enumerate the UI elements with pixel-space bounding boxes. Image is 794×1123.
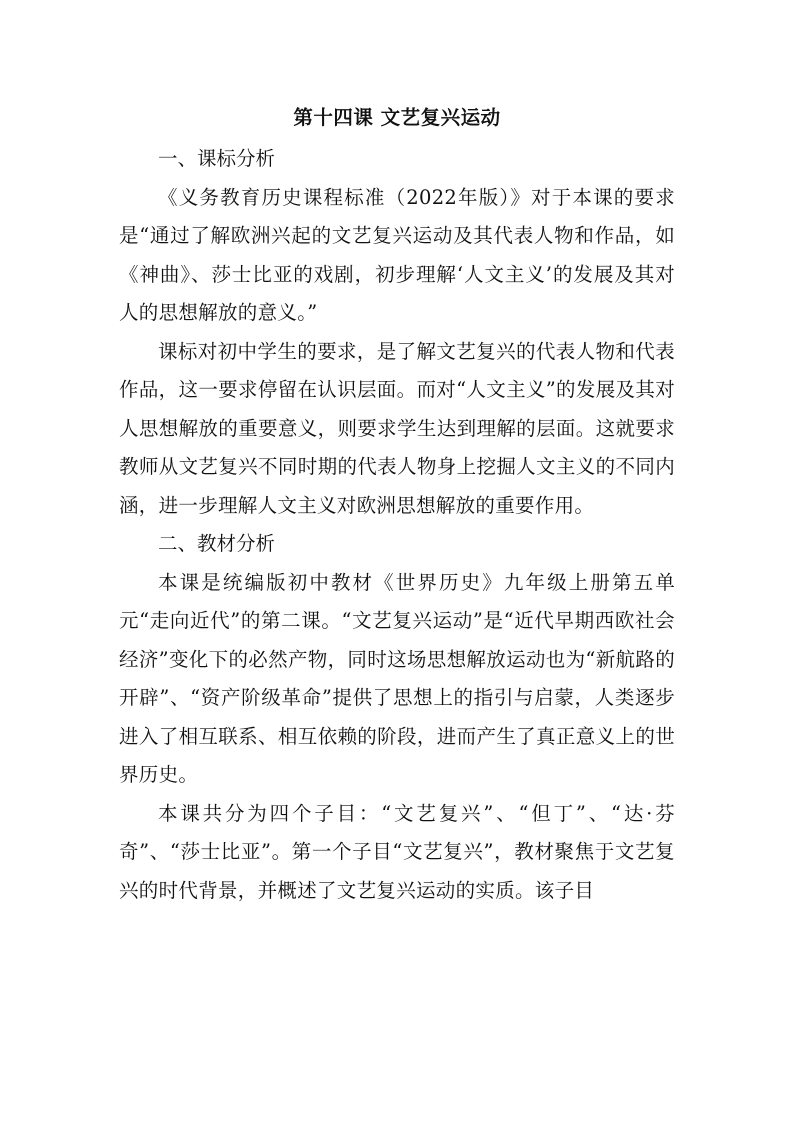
paragraph: 课标对初中学生的要求，是了解文艺复兴的代表人物和代表作品，这一要求停留在认识层面。而对“人文主义”的发展及其对人思想解放的重要意义，则要求学生达到理解的层面。这就要求教师从文艺复兴不同时期的代表人物身上挖掘人文主义的不同内涵，进一步理解人文主义对欧洲思想解放的重要作用。: [119, 339, 675, 517]
paragraph: 本课是统编版初中教材《世界历史》九年级上册第五单元“走向近代”的第二课。“文艺复兴运动”是“近代早期西欧社会经济”变化下的必然产物，同时这场思想解放运动也为“新航路的开辟”、“资产阶级革命”提供了思想上的指引与启蒙，人类逐步进入了相互联系、相互依赖的阶段，进而产生了真正意义上的世界历史。: [119, 570, 675, 786]
document-body: [119, 140, 675, 910]
paragraph: 本课共分为四个子目：“文艺复兴”、“但丁”、“达·芬奇”、“莎士比亚”。第一个子目“文艺复兴”，教材聚焦于文艺复兴的时代背景，并概述了文艺复兴运动的实质。该子目: [119, 801, 675, 902]
section-heading-textbook: 二、教材分析: [158, 532, 276, 555]
section-heading-standards: 一、课标分析: [158, 147, 276, 170]
document-title: 第十四课 文艺复兴运动: [293, 106, 501, 129]
paragraph: 《义务教育历史课程标准（2022年版）》对于本课的要求是“通过了解欧洲兴起的文艺复兴运动及其代表人物和作品，如《神曲》、莎士比亚的戏剧，初步理解‘人文主义’的发展及其对人的思想解放的意义。”: [119, 185, 675, 324]
